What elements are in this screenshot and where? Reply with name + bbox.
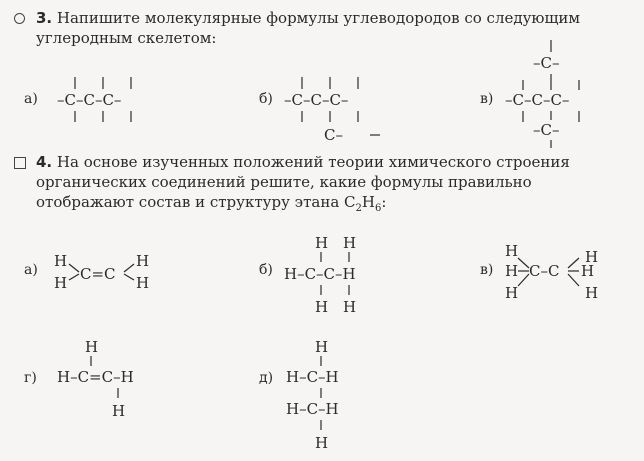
svg-text:H: H	[343, 234, 357, 252]
task-3-option-a-label: а)	[24, 91, 38, 107]
task-4-number: 4.	[36, 153, 53, 171]
svg-text:C=C: C=C	[80, 265, 116, 283]
task-4-option-a-label: а)	[24, 262, 38, 278]
ethane-formula-colon: :	[381, 193, 387, 211]
task-4-option-v-label: в)	[480, 262, 494, 278]
svg-text:H: H	[315, 234, 329, 252]
task-4-text	[36, 152, 634, 219]
svg-text:H–C–H: H–C–H	[286, 368, 339, 386]
svg-text:H: H	[585, 248, 599, 266]
svg-text:–C–C–C–: –C–C–C–	[284, 91, 349, 109]
svg-text:C–C: C–C	[529, 262, 560, 280]
task-3-skeleton-b	[282, 70, 412, 150]
task-3-option-v-label: в)	[480, 91, 494, 107]
task-4-checkbox-marker	[14, 157, 26, 169]
task-4-formula-d	[284, 336, 384, 461]
svg-text:H: H	[85, 338, 99, 356]
svg-text:H: H	[581, 262, 595, 280]
svg-text:H–C–H: H–C–H	[286, 400, 339, 418]
svg-text:H: H	[343, 298, 357, 316]
task-3-circle-marker	[14, 13, 25, 24]
task-4-option-b-label: б)	[259, 262, 273, 278]
task-4-formula-v	[503, 240, 633, 310]
task-4-formula-a	[52, 248, 172, 298]
svg-text:H: H	[54, 252, 68, 270]
svg-text:–C–C–C–: –C–C–C–	[57, 91, 122, 109]
svg-text:H: H	[505, 242, 519, 260]
svg-text:H: H	[112, 402, 126, 420]
svg-text:H: H	[315, 338, 329, 356]
task-3-number: 3.	[36, 9, 53, 27]
svg-text:H: H	[315, 298, 329, 316]
svg-text:–C–: –C–	[533, 54, 560, 72]
svg-text:H–C–C–H: H–C–C–H	[284, 265, 356, 283]
task-4-statement: На основе изученных положений теории химического строения органических соединений решите, какие формулы правильно отображают состав и структуру этана C	[36, 153, 570, 211]
ethane-formula-sub-2: 2	[355, 203, 362, 214]
task-4-formula-b	[282, 232, 402, 322]
svg-text:–C–: –C–	[533, 121, 560, 139]
svg-text:H: H	[315, 434, 329, 452]
task-4-option-d-label: д)	[259, 370, 274, 386]
svg-text:H–C=C–H: H–C=C–H	[57, 368, 134, 386]
svg-text:H: H	[505, 262, 519, 280]
svg-text:C–: C–	[324, 126, 343, 144]
svg-text:–C–C–C–: –C–C–C–	[505, 91, 570, 109]
task-4-option-g-label: г)	[24, 370, 37, 386]
task-3-statement: Напишите молекулярные формулы углеводородов со следующим углеродным скелетом:	[36, 9, 581, 47]
svg-text:H: H	[54, 274, 68, 292]
task-4-formula-g	[55, 336, 175, 426]
ethane-formula-sub-6: 6	[374, 203, 382, 214]
task-3-option-b-label: б)	[259, 91, 273, 107]
ethane-formula-h: H	[361, 193, 375, 211]
svg-text:H: H	[505, 284, 519, 302]
svg-text:H: H	[136, 274, 150, 292]
svg-text:H: H	[585, 284, 599, 302]
task-3-skeleton-v	[503, 38, 633, 148]
task-3-skeleton-a	[55, 70, 175, 130]
task-4	[14, 152, 634, 219]
svg-text:H: H	[136, 252, 150, 270]
